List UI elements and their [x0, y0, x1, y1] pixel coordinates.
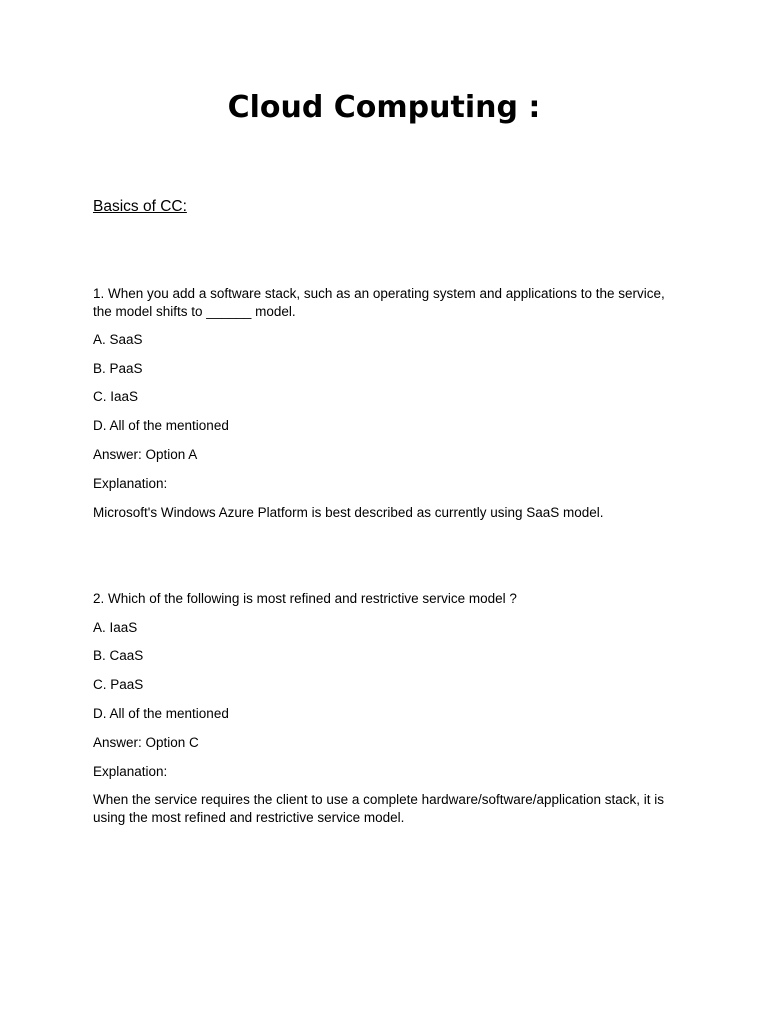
question-2-answer: Answer: Option C	[93, 735, 199, 750]
question-1-option-c: C. IaaS	[93, 389, 139, 404]
question-2-option-c: C. PaaS	[93, 677, 144, 692]
question-2-text: 2. Which of the following is most refined and restrictive service model ?	[93, 591, 517, 606]
question-1-option-b: B. PaaS	[93, 361, 143, 376]
question-2-option-d: D. All of the mentioned	[93, 706, 229, 721]
question-1-explanation: Microsoft's Windows Azure Platform is best described as currently using SaaS model.	[93, 505, 604, 520]
page-title: Cloud Computing :	[227, 90, 541, 125]
question-1-option-a: A. SaaS	[93, 332, 143, 347]
question-2-option-b: B. CaaS	[93, 648, 144, 663]
question-2-explanation-label: Explanation:	[93, 764, 168, 779]
question-1-explanation-label: Explanation:	[93, 476, 168, 491]
question-2-explanation: When the service requires the client to use a complete hardware/software/application stack, it is using the most refined and restrictive service model.	[93, 792, 665, 825]
section-heading: Basics of CC:	[93, 198, 187, 215]
question-1-text: 1. When you add a software stack, such as an operating system and applications to the service, the model shifts to ______ model.	[93, 286, 665, 319]
question-1-answer: Answer: Option A	[93, 447, 198, 462]
question-2-option-a: A. IaaS	[93, 620, 138, 635]
question-1-option-d: D. All of the mentioned	[93, 418, 229, 433]
